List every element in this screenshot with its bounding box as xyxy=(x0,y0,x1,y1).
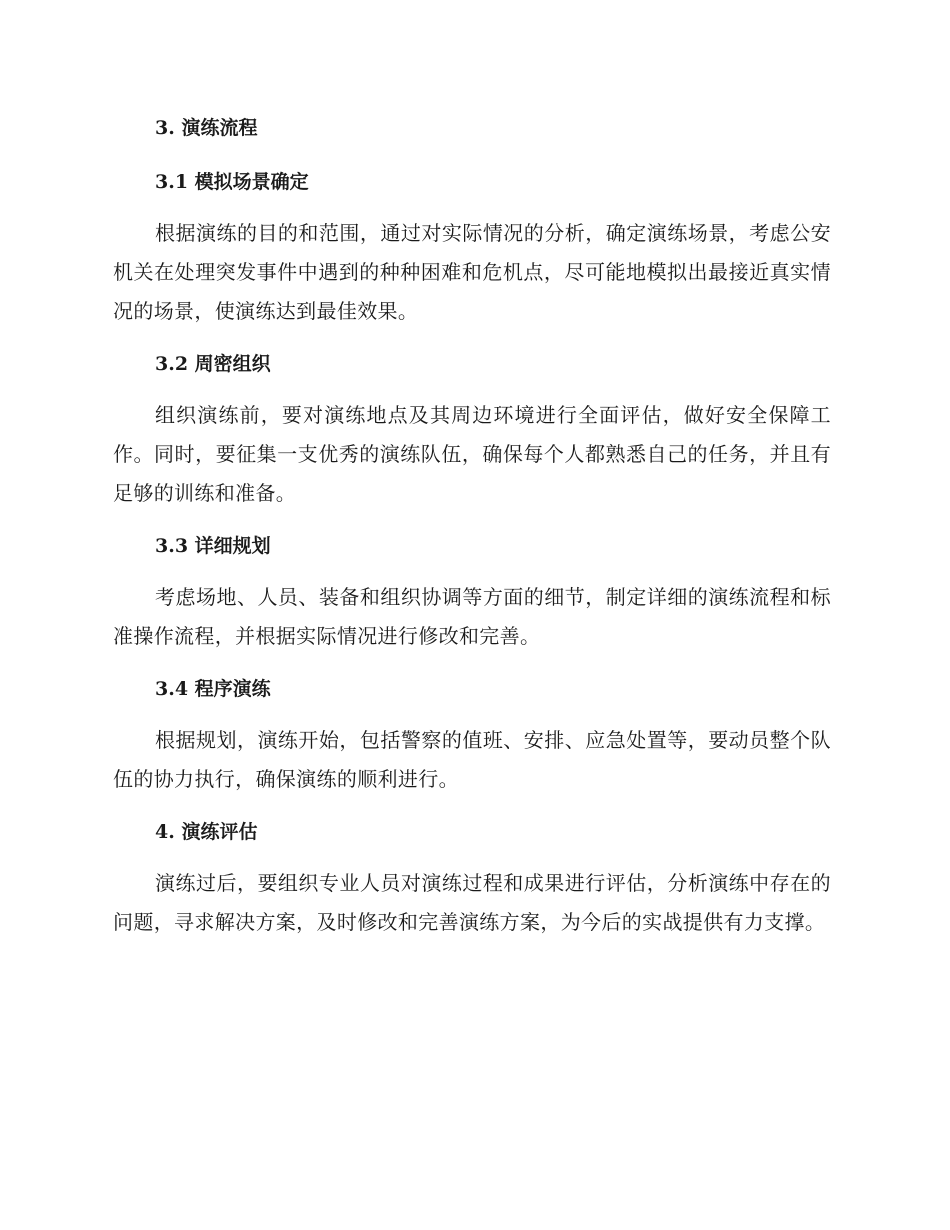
section-paragraph-3-1: 根据演练的目的和范围，通过对实际情况的分析，确定演练场景，考虑公安机关在处理突发事件中遇到的种种困难和危机点，尽可能地模拟出最接近真实情况的场景，使演练达到最佳效果。 xyxy=(113,221,831,323)
section-heading-3: 3. 演练流程 xyxy=(155,117,258,139)
section-heading-3-2: 3.2 周密组织 xyxy=(155,353,271,375)
section-paragraph-3-2: 组织演练前，要对演练地点及其周边环境进行全面评估，做好安全保障工作。同时，要征集一支优秀的演练队伍，确保每个人都熟悉自己的任务，并且有足够的训练和准备。 xyxy=(113,403,831,505)
section-paragraph-3-4: 根据规划，演练开始，包括警察的值班、安排、应急处置等，要动员整个队伍的协力执行，确保演练的顺利进行。 xyxy=(113,728,831,791)
section-heading-4: 4. 演练评估 xyxy=(155,821,258,843)
section-heading-3-4: 3.4 程序演练 xyxy=(155,678,271,700)
section-paragraph-3-3: 考虑场地、人员、装备和组织协调等方面的细节，制定详细的演练流程和标准操作流程，并根据实际情况进行修改和完善。 xyxy=(113,585,831,648)
section-paragraph-4: 演练过后，要组织专业人员对演练过程和成果进行评估，分析演练中存在的问题，寻求解决方案，及时修改和完善演练方案，为今后的实战提供有力支撑。 xyxy=(113,871,831,934)
section-heading-3-1: 3.1 模拟场景确定 xyxy=(155,171,309,193)
section-heading-3-3: 3.3 详细规划 xyxy=(155,535,271,557)
document-body xyxy=(113,106,831,953)
